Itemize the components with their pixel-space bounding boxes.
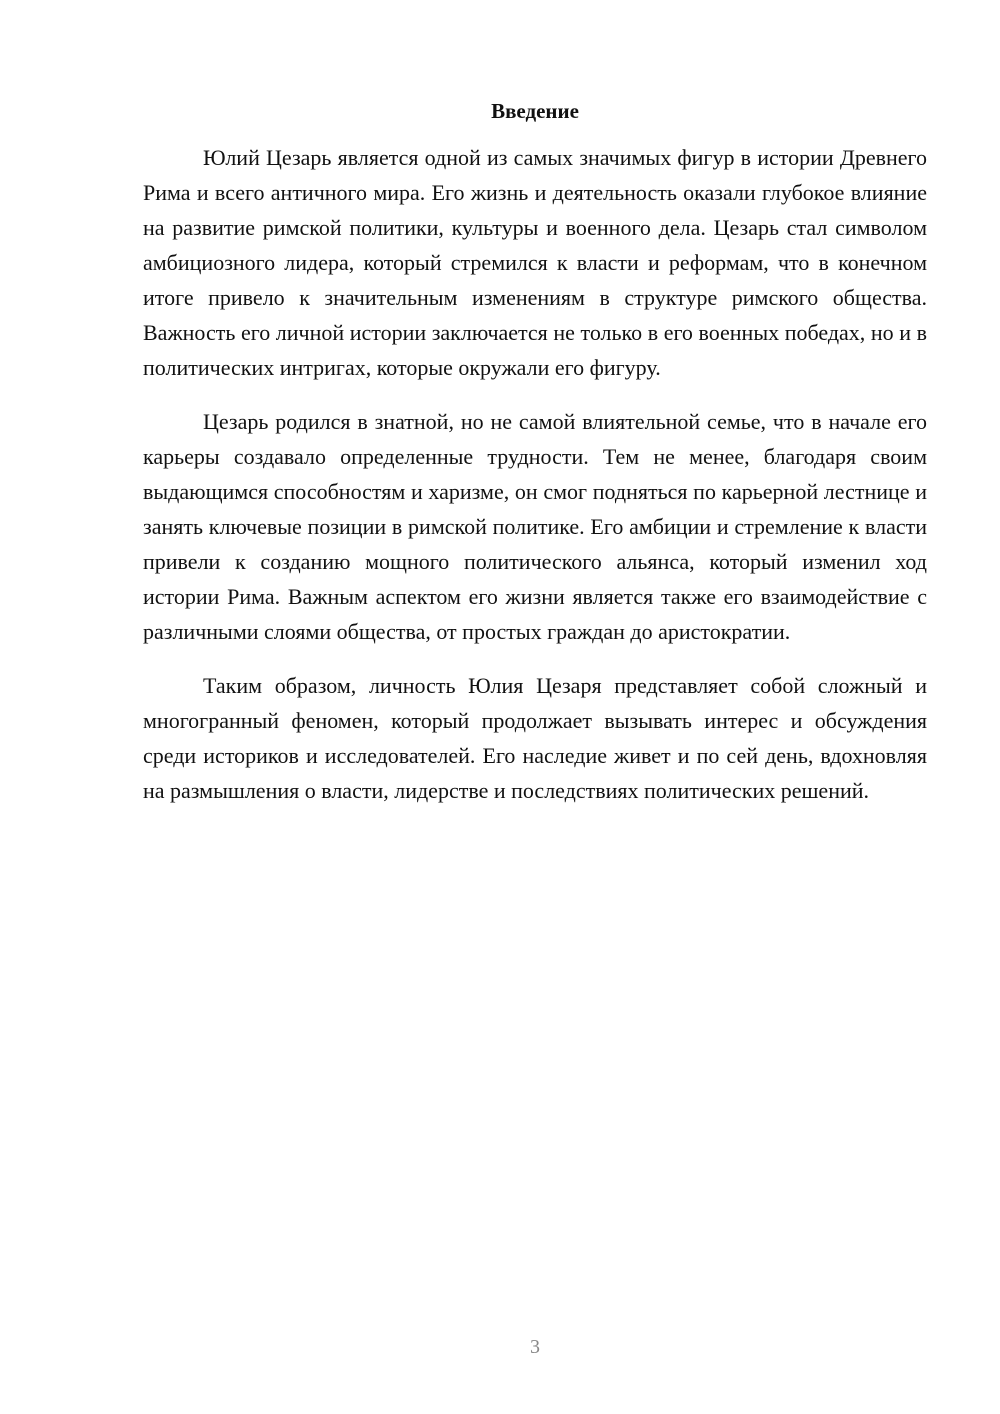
section-heading: Введение xyxy=(491,99,579,123)
paragraph-1: Юлий Цезарь является одной из самых значимых фигур в истории Древнего Рима и всего античного мира. Его жизнь и деятельность оказали глубокое влияние на развитие римской политики, культуры и военного дела. Цезарь стал символом амбициозного лидера, который стремился к власти и реформам, что в конечном итоге привело к значительным изменениям в структуре римского общества. Важность его личной истории заключается не только в его военных победах, но и в политических интригах, которые окружали его фигуру. xyxy=(143,145,927,380)
paragraph-3: Таким образом, личность Юлия Цезаря представляет собой сложный и многогранный феномен, который продолжает вызывать интерес и обсуждения среди историков и исследователей. Его наследие живет и по сей день, вдохновляя на размышления о власти, лидерстве и последствиях политических решений. xyxy=(143,673,927,803)
page-number: 3 xyxy=(530,1336,540,1358)
paragraph-2: Цезарь родился в знатной, но не самой влиятельной семье, что в начале его карьеры создавало определенные трудности. Тем не менее, благодаря своим выдающимся способностям и харизме, он смог подняться по карьерной лестнице и занять ключевые позиции в римской политике. Его амбиции и стремление к власти привели к созданию мощного политического альянса, который изменил ход истории Рима. Важным аспектом его жизни является также его взаимодействие с различными слоями общества, от простых граждан до аристократии. xyxy=(143,409,927,644)
page-content xyxy=(143,96,927,808)
